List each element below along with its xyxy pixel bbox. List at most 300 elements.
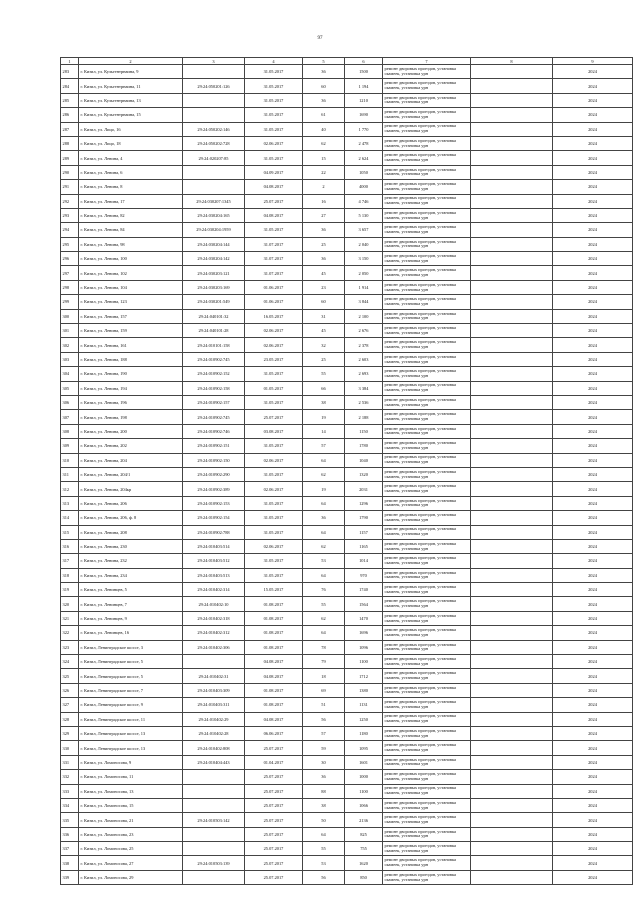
- work-description-cell: ремонт дворовых проездов, установка скамеек, установка урн: [383, 266, 471, 280]
- address-cell: г. Кизил, ул. Ленина, 208: [79, 525, 183, 539]
- column-header: 4: [245, 58, 303, 65]
- year-cell: 2024: [553, 352, 633, 366]
- cadastral-number-cell: 29:24:030204:142: [183, 252, 245, 266]
- value-cell: 19: [303, 410, 345, 424]
- area-cell: 850: [345, 870, 383, 884]
- note-cell: [471, 813, 553, 827]
- year-cell: 2024: [553, 640, 633, 654]
- work-description-cell: ремонт дворовых проездов, установка скамеек, установка урн: [383, 381, 471, 395]
- date-cell: 01.08.2017: [245, 626, 303, 640]
- work-description-cell: ремонт дворовых проездов, установка скамеек, установка урн: [383, 424, 471, 438]
- cadastral-number-cell: 29:24:030203:169: [183, 280, 245, 294]
- work-description-cell: ремонт дворовых проездов, установка скамеек, установка урн: [383, 410, 471, 424]
- note-cell: [471, 237, 553, 251]
- area-cell: 2 603: [345, 352, 383, 366]
- work-description-cell: ремонт дворовых проездов, установка скамеек, установка урн: [383, 698, 471, 712]
- row-number-cell: 306: [61, 395, 79, 409]
- year-cell: 2024: [553, 108, 633, 122]
- value-cell: 53: [303, 554, 345, 568]
- work-description-cell: ремонт дворовых проездов, установка скамеек, установка урн: [383, 65, 471, 79]
- date-cell: 01.06.2017: [245, 295, 303, 309]
- note-cell: [471, 194, 553, 208]
- area-cell: 1790: [345, 511, 383, 525]
- value-cell: 36: [303, 770, 345, 784]
- cadastral-number-cell: [183, 827, 245, 841]
- date-cell: 31.05.2017: [245, 122, 303, 136]
- note-cell: [471, 79, 553, 93]
- date-cell: 25.07.2017: [245, 870, 303, 884]
- cadastral-number-cell: 29:24:040101:28: [183, 324, 245, 338]
- area-cell: 4000: [345, 180, 383, 194]
- value-cell: 56: [303, 870, 345, 884]
- value-cell: 69: [303, 683, 345, 697]
- year-cell: 2024: [553, 655, 633, 669]
- address-cell: г. Кизил, ул. Ленина, 188: [79, 352, 183, 366]
- year-cell: 2024: [553, 122, 633, 136]
- date-cell: 25.07.2017: [245, 741, 303, 755]
- note-cell: [471, 611, 553, 625]
- table-row: [61, 381, 633, 395]
- table-row: [61, 266, 633, 280]
- table-row: [61, 827, 633, 841]
- cadastral-number-cell: 29:24:010403:309: [183, 683, 245, 697]
- value-cell: 55: [303, 597, 345, 611]
- address-cell: г. Кизил, ул. Кульгентрнаина, 13: [79, 93, 183, 107]
- note-cell: [471, 108, 553, 122]
- area-cell: 1210: [345, 93, 383, 107]
- row-number-cell: 286: [61, 108, 79, 122]
- work-description-cell: ремонт дворовых проездов, установка скамеек, установка урн: [383, 180, 471, 194]
- value-cell: 64: [303, 453, 345, 467]
- year-cell: 2024: [553, 93, 633, 107]
- area-cell: 1470: [345, 611, 383, 625]
- note-cell: [471, 496, 553, 510]
- note-cell: [471, 424, 553, 438]
- year-cell: 2024: [553, 79, 633, 93]
- table-row: [61, 539, 633, 553]
- area-cell: 1500: [345, 65, 383, 79]
- row-number-cell: 294: [61, 223, 79, 237]
- address-cell: г. Кизил, ул. Ленина, 100: [79, 252, 183, 266]
- value-cell: 18: [303, 669, 345, 683]
- row-number-cell: 315: [61, 525, 79, 539]
- area-cell: 1100: [345, 784, 383, 798]
- cadastral-number-cell: 29:24:010402:29: [183, 712, 245, 726]
- date-cell: 02.06.2017: [245, 539, 303, 553]
- value-cell: 23: [303, 280, 345, 294]
- table-row: [61, 151, 633, 165]
- note-cell: [471, 683, 553, 697]
- cadastral-number-cell: 29:24:010902:153: [183, 496, 245, 510]
- address-cell: г. Кизил, ул. Ленина, 157: [79, 309, 183, 323]
- year-cell: 2024: [553, 626, 633, 640]
- area-cell: 1250: [345, 712, 383, 726]
- value-cell: 66: [303, 381, 345, 395]
- note-cell: [471, 352, 553, 366]
- row-number-cell: 284: [61, 79, 79, 93]
- address-cell: г. Кизил, ул. Ломоносова, 13: [79, 784, 183, 798]
- area-cell: 1150: [345, 424, 383, 438]
- cadastral-number-cell: 29:24:050202:146: [183, 122, 245, 136]
- work-description-cell: ремонт дворовых проездов, установка скамеек, установка урн: [383, 726, 471, 740]
- date-cell: 15.05.2017: [245, 583, 303, 597]
- column-header: 5: [303, 58, 345, 65]
- work-description-cell: ремонт дворовых проездов, установка скамеек, установка урн: [383, 554, 471, 568]
- value-cell: 36: [303, 252, 345, 266]
- work-description-cell: ремонт дворовых проездов, установка скамеек, установка урн: [383, 208, 471, 222]
- value-cell: 40: [303, 122, 345, 136]
- note-cell: [471, 482, 553, 496]
- row-number-cell: 331: [61, 755, 79, 769]
- table-row: [61, 496, 633, 510]
- address-cell: г. Кизил, ул. Ленина, 206, ф. 8: [79, 511, 183, 525]
- table-row: [61, 424, 633, 438]
- note-cell: [471, 539, 553, 553]
- row-number-cell: 289: [61, 151, 79, 165]
- value-cell: 36: [303, 65, 345, 79]
- date-cell: 31.05.2017: [245, 79, 303, 93]
- address-cell: г. Кизил, ул. Ломоносова, 15: [79, 798, 183, 812]
- row-number-cell: 328: [61, 712, 79, 726]
- address-cell: г. Кизил, ул. Ленина, 196: [79, 395, 183, 409]
- value-cell: 62: [303, 539, 345, 553]
- value-cell: 57: [303, 439, 345, 453]
- year-cell: 2024: [553, 554, 633, 568]
- address-cell: г. Кизил, ул. Ленина, 198: [79, 410, 183, 424]
- work-description-cell: ремонт дворовых проездов, установка скамеек, установка урн: [383, 482, 471, 496]
- table-row: [61, 568, 633, 582]
- address-cell: г. Кизил, ул. Ленина, 4: [79, 151, 183, 165]
- cadastral-number-cell: 29:24:010402:318: [183, 611, 245, 625]
- row-number-cell: 307: [61, 410, 79, 424]
- address-cell: г. Кизил, ул. Ломоносова, 21: [79, 813, 183, 827]
- area-cell: 5 130: [345, 208, 383, 222]
- note-cell: [471, 856, 553, 870]
- table-row: [61, 295, 633, 309]
- table-row: [61, 698, 633, 712]
- cadastral-number-cell: 29:24:010902:746: [183, 424, 245, 438]
- row-number-cell: 338: [61, 856, 79, 870]
- value-cell: 22: [303, 165, 345, 179]
- cadastral-number-cell: [183, 770, 245, 784]
- cadastral-number-cell: 29:24:030204:1959: [183, 223, 245, 237]
- work-description-cell: ремонт дворовых проездов, установка скамеек, установка урн: [383, 683, 471, 697]
- note-cell: [471, 842, 553, 856]
- note-cell: [471, 525, 553, 539]
- address-cell: г. Кизил, ул. Ломоносова, 23: [79, 827, 183, 841]
- work-description-cell: ремонт дворовых проездов, установка скамеек, установка урн: [383, 870, 471, 884]
- cadastral-number-cell: [183, 180, 245, 194]
- row-number-cell: 310: [61, 453, 79, 467]
- value-cell: 55: [303, 842, 345, 856]
- work-description-cell: ремонт дворовых проездов, установка скамеек, установка урн: [383, 108, 471, 122]
- value-cell: 57: [303, 726, 345, 740]
- note-cell: [471, 597, 553, 611]
- value-cell: 2: [303, 180, 345, 194]
- table-row: [61, 367, 633, 381]
- year-cell: 2024: [553, 136, 633, 150]
- row-number-cell: 295: [61, 237, 79, 251]
- note-cell: [471, 252, 553, 266]
- note-cell: [471, 395, 553, 409]
- row-number-cell: 314: [61, 511, 79, 525]
- year-cell: 2024: [553, 381, 633, 395]
- area-cell: 755: [345, 842, 383, 856]
- row-number-cell: 298: [61, 280, 79, 294]
- cadastral-number-cell: 29:24:010403:514: [183, 539, 245, 553]
- row-number-cell: 311: [61, 467, 79, 481]
- date-cell: 31.05.2017: [245, 93, 303, 107]
- cadastral-number-cell: 29:24:010403:311: [183, 698, 245, 712]
- note-cell: [471, 65, 553, 79]
- year-cell: 2024: [553, 295, 633, 309]
- cadastral-number-cell: 29:24:010902:151: [183, 439, 245, 453]
- area-cell: 1696: [345, 626, 383, 640]
- date-cell: 25.07.2017: [245, 813, 303, 827]
- date-cell: 04.08.2017: [245, 669, 303, 683]
- table-header-row: [61, 58, 633, 65]
- area-cell: 1096: [345, 640, 383, 654]
- cadastral-number-cell: 29:24:010902:290: [183, 467, 245, 481]
- table-row: [61, 93, 633, 107]
- cadastral-number-cell: 29:24:040101:32: [183, 309, 245, 323]
- year-cell: 2024: [553, 784, 633, 798]
- page-number: 97: [317, 36, 323, 41]
- note-cell: [471, 208, 553, 222]
- cadastral-number-cell: 29:24:010402:314: [183, 583, 245, 597]
- area-cell: 3 657: [345, 223, 383, 237]
- date-cell: 25.07.2017: [245, 827, 303, 841]
- address-cell: г. Кизил, ул. Ленина, 232: [79, 554, 183, 568]
- address-cell: г. Кизил, ул. Ленина, 234: [79, 568, 183, 582]
- work-description-cell: ремонт дворовых проездов, установка скамеек, установка урн: [383, 79, 471, 93]
- note-cell: [471, 626, 553, 640]
- address-cell: г. Кизил, ул. Ленина, 98: [79, 237, 183, 251]
- work-description-cell: ремонт дворовых проездов, установка скамеек, установка урн: [383, 640, 471, 654]
- value-cell: 36: [303, 223, 345, 237]
- value-cell: 60: [303, 295, 345, 309]
- area-cell: 2 693: [345, 367, 383, 381]
- table-row: [61, 755, 633, 769]
- row-number-cell: 321: [61, 611, 79, 625]
- cadastral-number-cell: 29:24:010902:788: [183, 525, 245, 539]
- row-number-cell: 320: [61, 597, 79, 611]
- date-cell: 31.05.2017: [245, 439, 303, 453]
- value-cell: 62: [303, 467, 345, 481]
- date-cell: 25.07.2017: [245, 798, 303, 812]
- date-cell: 06.06.2017: [245, 726, 303, 740]
- row-number-cell: 305: [61, 381, 79, 395]
- cadastral-number-cell: 29:24:050202:728: [183, 136, 245, 150]
- date-cell: 04.08.2017: [245, 180, 303, 194]
- year-cell: 2024: [553, 180, 633, 194]
- work-description-cell: ремонт дворовых проездов, установка скамеек, установка урн: [383, 237, 471, 251]
- note-cell: [471, 770, 553, 784]
- table-row: [61, 482, 633, 496]
- table-row: [61, 611, 633, 625]
- area-cell: 1066: [345, 798, 383, 812]
- table-row: [61, 798, 633, 812]
- year-cell: 2024: [553, 870, 633, 884]
- year-cell: 2024: [553, 309, 633, 323]
- area-cell: 1320: [345, 467, 383, 481]
- cadastral-number-cell: [183, 65, 245, 79]
- value-cell: 38: [303, 395, 345, 409]
- address-cell: г. Кизил, ул. Ленина, 200: [79, 424, 183, 438]
- value-cell: 76: [303, 583, 345, 597]
- address-cell: г. Кизил, Ленинградское шоссе, 11: [79, 712, 183, 726]
- area-cell: 1690: [345, 108, 383, 122]
- area-cell: 1620: [345, 856, 383, 870]
- address-cell: г. Кизил, ул. Ленинцев, 9: [79, 611, 183, 625]
- work-description-cell: ремонт дворовых проездов, установка скамеек, установка урн: [383, 655, 471, 669]
- date-cell: 31.05.2017: [245, 467, 303, 481]
- year-cell: 2024: [553, 511, 633, 525]
- area-cell: 2 536: [345, 395, 383, 409]
- date-cell: 01.08.2017: [245, 640, 303, 654]
- value-cell: 88: [303, 784, 345, 798]
- table-row: [61, 784, 633, 798]
- table-body: [61, 65, 633, 885]
- date-cell: 31.07.2017: [245, 237, 303, 251]
- value-cell: 78: [303, 640, 345, 654]
- work-description-cell: ремонт дворовых проездов, установка скамеек, установка урн: [383, 295, 471, 309]
- row-number-cell: 335: [61, 813, 79, 827]
- note-cell: [471, 180, 553, 194]
- cadastral-number-cell: 29:24:010402:312: [183, 626, 245, 640]
- work-description-cell: ремонт дворовых проездов, установка скамеек, установка урн: [383, 798, 471, 812]
- work-description-cell: ремонт дворовых проездов, установка скамеек, установка урн: [383, 712, 471, 726]
- date-cell: 01.06.2017: [245, 280, 303, 294]
- row-number-cell: 312: [61, 482, 79, 496]
- row-number-cell: 303: [61, 352, 79, 366]
- cadastral-number-cell: 29:24:030204:165: [183, 208, 245, 222]
- work-description-cell: ремонт дворовых проездов, установка скамеек, установка урн: [383, 165, 471, 179]
- year-cell: 2024: [553, 223, 633, 237]
- row-number-cell: 322: [61, 626, 79, 640]
- value-cell: 64: [303, 525, 345, 539]
- date-cell: 25.07.2017: [245, 194, 303, 208]
- year-cell: 2024: [553, 467, 633, 481]
- work-description-cell: ремонт дворовых проездов, установка скамеек, установка урн: [383, 856, 471, 870]
- note-cell: [471, 136, 553, 150]
- work-description-cell: ремонт дворовых проездов, установка скамеек, установка урн: [383, 813, 471, 827]
- date-cell: 31.05.2017: [245, 151, 303, 165]
- cadastral-number-cell: 29:24:030203:121: [183, 266, 245, 280]
- value-cell: 55: [303, 367, 345, 381]
- note-cell: [471, 741, 553, 755]
- cadastral-number-cell: 29:24:010402:31: [183, 669, 245, 683]
- address-cell: г. Кизил, ул. Ленина, 102: [79, 266, 183, 280]
- cadastral-number-cell: 29:24:010902:154: [183, 511, 245, 525]
- value-cell: 60: [303, 79, 345, 93]
- work-description-cell: ремонт дворовых проездов, установка скамеек, установка урн: [383, 827, 471, 841]
- row-number-cell: 290: [61, 165, 79, 179]
- area-cell: 1180: [345, 726, 383, 740]
- value-cell: 27: [303, 208, 345, 222]
- row-number-cell: 323: [61, 640, 79, 654]
- address-cell: г. Кизил, Ленинградское шоссе, 7: [79, 683, 183, 697]
- table-row: [61, 525, 633, 539]
- cadastral-number-cell: 29:24:010503:139: [183, 856, 245, 870]
- column-header: 6: [345, 58, 383, 65]
- address-cell: г. Кизил, ул. Ленина, 206: [79, 496, 183, 510]
- cadastral-number-cell: 29:24:010902:150: [183, 453, 245, 467]
- address-cell: г. Кизил, ул. Ленина, 8: [79, 180, 183, 194]
- year-cell: 2024: [553, 539, 633, 553]
- note-cell: [471, 453, 553, 467]
- row-number-cell: 297: [61, 266, 79, 280]
- area-cell: 1380: [345, 683, 383, 697]
- table-row: [61, 309, 633, 323]
- date-cell: 25.07.2017: [245, 784, 303, 798]
- year-cell: 2024: [553, 324, 633, 338]
- row-number-cell: 291: [61, 180, 79, 194]
- area-cell: 1157: [345, 525, 383, 539]
- year-cell: 2024: [553, 583, 633, 597]
- row-number-cell: 332: [61, 770, 79, 784]
- year-cell: 2024: [553, 683, 633, 697]
- value-cell: 59: [303, 741, 345, 755]
- area-cell: 1601: [345, 755, 383, 769]
- date-cell: 31.07.2017: [245, 266, 303, 280]
- note-cell: [471, 266, 553, 280]
- value-cell: 64: [303, 496, 345, 510]
- note-cell: [471, 410, 553, 424]
- value-cell: 64: [303, 827, 345, 841]
- address-cell: г. Кизил, ул. Ленина, 202: [79, 439, 183, 453]
- note-cell: [471, 165, 553, 179]
- area-cell: 2 624: [345, 151, 383, 165]
- table-row: [61, 223, 633, 237]
- column-header: 2: [79, 58, 183, 65]
- work-description-cell: ремонт дворовых проездов, установка скамеек, установка урн: [383, 568, 471, 582]
- row-number-cell: 334: [61, 798, 79, 812]
- records-table: [60, 57, 633, 885]
- table-row: [61, 726, 633, 740]
- date-cell: 23.05.2017: [245, 352, 303, 366]
- date-cell: 31.05.2017: [245, 554, 303, 568]
- cadastral-number-cell: 29:24:050201:126: [183, 79, 245, 93]
- row-number-cell: 304: [61, 367, 79, 381]
- area-cell: 3 150: [345, 252, 383, 266]
- table-row: [61, 870, 633, 884]
- year-cell: 2024: [553, 439, 633, 453]
- year-cell: 2024: [553, 842, 633, 856]
- date-cell: 04.08.2017: [245, 712, 303, 726]
- table-row: [61, 813, 633, 827]
- year-cell: 2024: [553, 597, 633, 611]
- work-description-cell: ремонт дворовых проездов, установка скамеек, установка урн: [383, 784, 471, 798]
- year-cell: 2024: [553, 252, 633, 266]
- year-cell: 2024: [553, 525, 633, 539]
- address-cell: г. Кизил, ул. Ленина, 82: [79, 208, 183, 222]
- note-cell: [471, 669, 553, 683]
- date-cell: 31.05.2017: [245, 525, 303, 539]
- address-cell: г. Кизил, ул. Ломоносова, 9: [79, 755, 183, 769]
- work-description-cell: ремонт дворовых проездов, установка скамеек, установка урн: [383, 194, 471, 208]
- value-cell: 51: [303, 698, 345, 712]
- address-cell: г. Кизил, ул. Ленина, 161: [79, 338, 183, 352]
- date-cell: 02.06.2017: [245, 338, 303, 352]
- column-header: 9: [553, 58, 633, 65]
- year-cell: 2024: [553, 813, 633, 827]
- work-description-cell: ремонт дворовых проездов, установка скамеек, установка урн: [383, 597, 471, 611]
- row-number-cell: 317: [61, 554, 79, 568]
- address-cell: г. Кизил, ул. Кульгентрнаина, 9: [79, 65, 183, 79]
- row-number-cell: 319: [61, 583, 79, 597]
- table-row: [61, 597, 633, 611]
